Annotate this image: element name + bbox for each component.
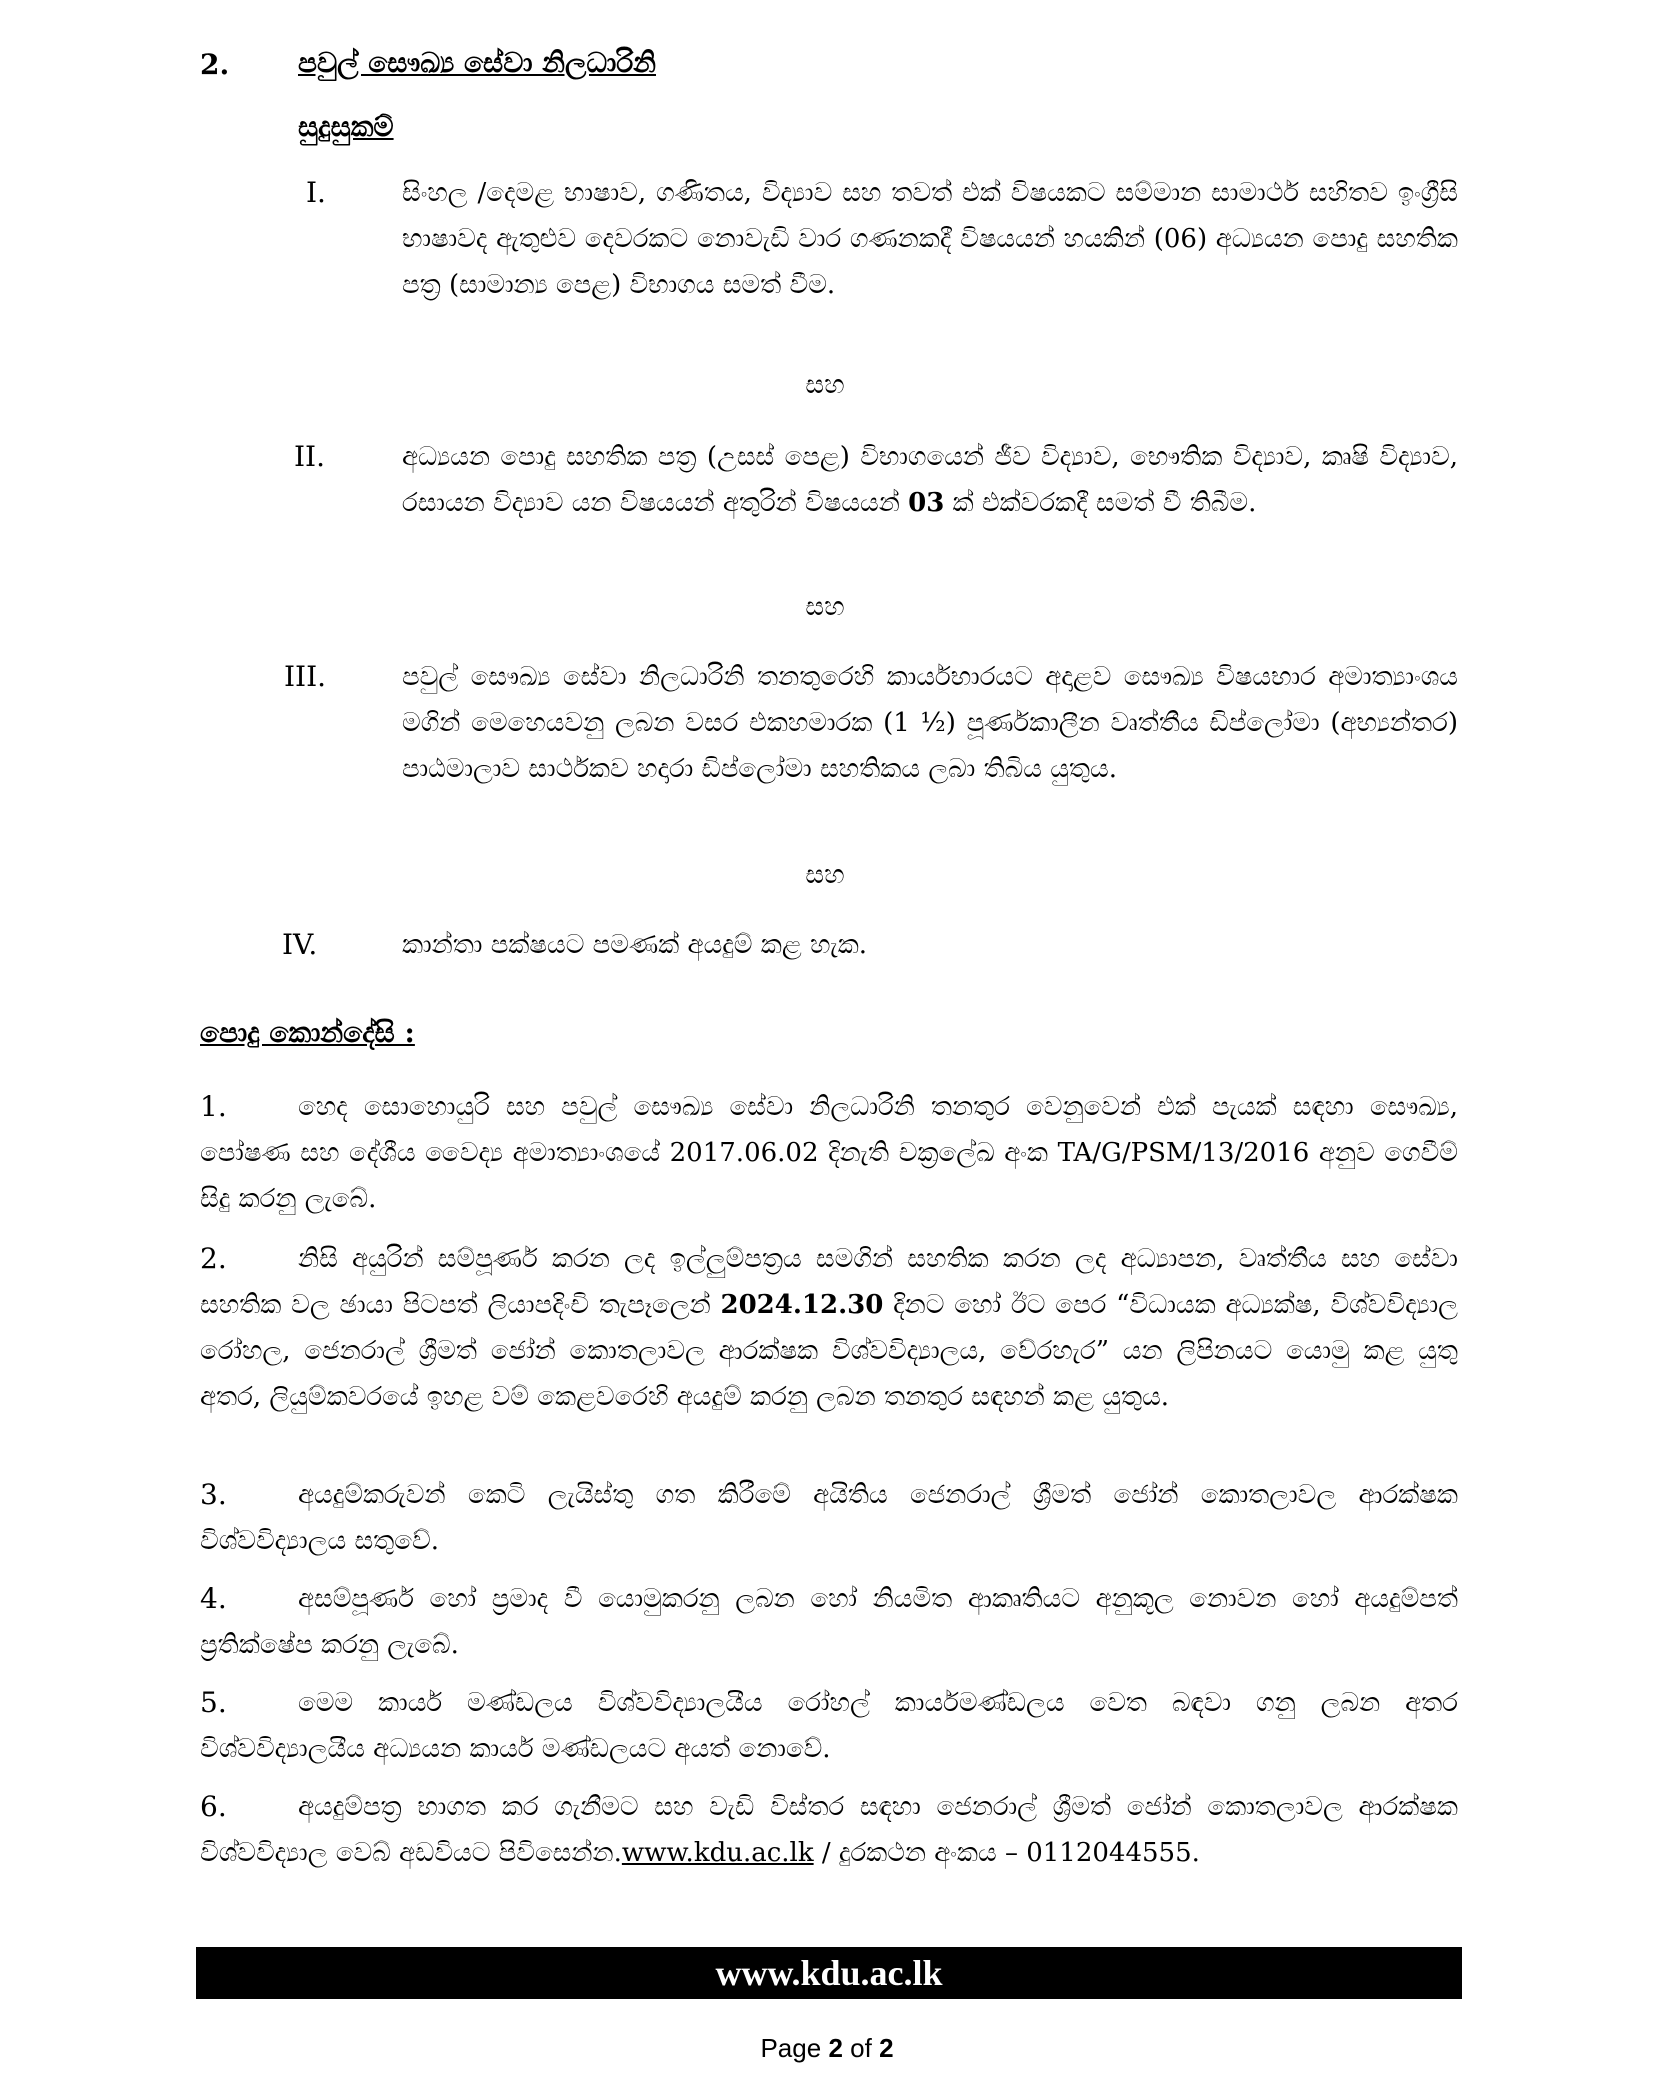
footer-banner bbox=[196, 1947, 1462, 1999]
condition-item: 1. හෙද සොහොයුරි සහ පවුල් සෞඛ්‍ය සේවා නිලධාරිනි තනතුර වෙනුවෙන් එක් පැයක් සඳහා සෞඛ්‍ය, පෝෂණ සහ දේශීය වෛද්‍ය අමාත්‍යාංශයේ 2017.06.02 දිනැති චක්‍රලේඛ අංක TA/G/PSM/13/2016 අනුව ගෙවීම් සිදු කරනු ලැබේ. bbox=[200, 1084, 1458, 1222]
section-number: 2. bbox=[200, 48, 230, 81]
qualification-numeral: I. bbox=[306, 176, 326, 209]
qualification-text: අධ්‍යයන පොදු සහතික පත්‍ර (උසස් පෙළ) විභාගයෙන් ජීව විද්‍යාව, භෞතික විද්‍යාව, කෘෂි විද්‍යාව, රසායන විද්‍යාව යන විෂයයන් අතුරින් විෂයයන් 03 ක් එක්වරකදී සමත් වී තිබීම. bbox=[402, 442, 1458, 518]
qualifications-heading: සුදුසුකම් bbox=[298, 110, 394, 143]
qualification-numeral: II. bbox=[294, 440, 326, 473]
conjunction-text: සහ bbox=[805, 592, 845, 622]
conjunction-text: සහ bbox=[805, 370, 845, 400]
condition-item: 2. නිසි අයුරින් සම්පූර්ණ කරන ලද ඉල්ලුම්පත්‍රය සමගින් සහතික කරන ලද අධ්‍යාපන, වෘත්තීය සහ සේවා සහතික වල ඡායා පිටපත් ලියාපදිංචි තැපෑලෙන් 2024.12.30 දිනට හෝ ඊට පෙර “විධායක අධ්‍යක්ෂ, විශ්වවිද්‍යාල රෝහල, ජෙනරාල් ශ්‍රීමත් ජෝන් කොතලාවල ආරක්ෂක විශ්වවිද්‍යාලය, වේරහැර” යන ලිපිනයට යොමු කළ යුතු අතර, ලියුම්කවරයේ ඉහළ වම් කෙළවරෙහි අයදුම් කරනු ලබන තනතුර සඳහන් කළ යුතුය. bbox=[200, 1236, 1458, 1420]
condition-number: 6. bbox=[200, 1790, 227, 1823]
website-link[interactable]: www.kdu.ac.lk bbox=[621, 1838, 814, 1868]
subject-count: 03 bbox=[908, 488, 945, 518]
condition-number: 3. bbox=[200, 1478, 227, 1511]
qualification-numeral: IV. bbox=[282, 928, 318, 961]
condition-number: 4. bbox=[200, 1582, 227, 1615]
condition-number: 2. bbox=[200, 1242, 227, 1275]
condition-number: 1. bbox=[200, 1090, 227, 1123]
condition-item: 3. අයදුම්කරුවන් කෙටි ලැයිස්තු ගත කිරීමේ අයිතිය ජෙනරාල් ශ්‍රීමත් ජෝන් කොතලාවල ආරක්ෂක විශ්වවිද්‍යාලය සතුවේ. bbox=[200, 1472, 1458, 1564]
condition-item: 4. අසම්පූර්ණ හෝ ප්‍රමාද වී යොමුකරනු ලබන හෝ නියමිත ආකෘතියට අනුකූල නොවන හෝ අයදුම්පත් ප්‍රතික්ෂේප කරනු ලැබේ. bbox=[200, 1576, 1458, 1668]
qualification-text: සිංහල /දෙමළ භාෂාව, ගණිතය, විද්‍යාව සහ තවත් එක් විෂයකට සම්මාන සාමාර්ථ සහිතව ඉංග්‍රීසි භාෂාවද ඇතුළුව දෙවරකට නොවැඩි වාර ගණනකදී විෂයයන් හයකින් (06) අධ්‍යයන පොදු සහතික පත්‍ර (සාමාන්‍ය පෙළ) විභාගය සමත් වීම. bbox=[402, 178, 1458, 300]
footer-website: www.kdu.ac.lk bbox=[715, 1953, 943, 1993]
condition-number: 5. bbox=[200, 1686, 227, 1719]
qualification-numeral: III. bbox=[284, 660, 327, 693]
general-conditions-heading: පොදු කොන්දේසි : bbox=[200, 1016, 415, 1049]
condition-item: 5. මෙම කාර්ය මණ්ඩලය විශ්වවිද්‍යාලයීය රෝහල් කාර්යමණ්ඩලය වෙත බඳවා ගනු ලබන අතර විශ්වවිද්‍යාලයීය අධ්‍යයන කාර්ය මණ්ඩලයට අයත් නොවේ. bbox=[200, 1680, 1458, 1772]
deadline-date: 2024.12.30 bbox=[720, 1290, 884, 1320]
condition-item: 6. අයදුම්පත්‍ර භාගත කර ගැනීමට සහ වැඩි විස්තර සඳහා ජෙනරාල් ශ්‍රීමත් ජෝන් කොතලාවල ආරක්ෂක විශ්වවිද්‍යාල වෙබ් අඩවියට පිවිසෙන්න.www.kdu.ac.lk / දුරකථන අංකය – 0112044555. bbox=[200, 1784, 1458, 1876]
page-number: Page 2 of 2 bbox=[760, 2033, 894, 2063]
conjunction-text: සහ bbox=[805, 860, 845, 890]
qualification-text: කාන්තා පක්ෂයට පමණක් අයදුම් කළ හැක. bbox=[402, 930, 868, 960]
qualification-text: පවුල් සෞඛ්‍ය සේවා නිලධාරිනි තනතුරෙහි කාර්යභාරයට අදාළව සෞඛ්‍ය විෂයභාර අමාත්‍යාංශය මගින් මෙහෙයවනු ලබන වසර එකහමාරක (1 ½) පූර්ණකාලීන වෘත්තීය ඩිප්ලෝමා (අභ්‍යන්තර) පාඨමාලාව සාර්ථකව හදාරා ඩිප්ලෝමා සහතිකය ලබා තිබිය යුතුය. bbox=[402, 662, 1458, 784]
section-title: පවුල් සෞඛ්‍ය සේවා නිලධාරිනි bbox=[298, 46, 656, 79]
